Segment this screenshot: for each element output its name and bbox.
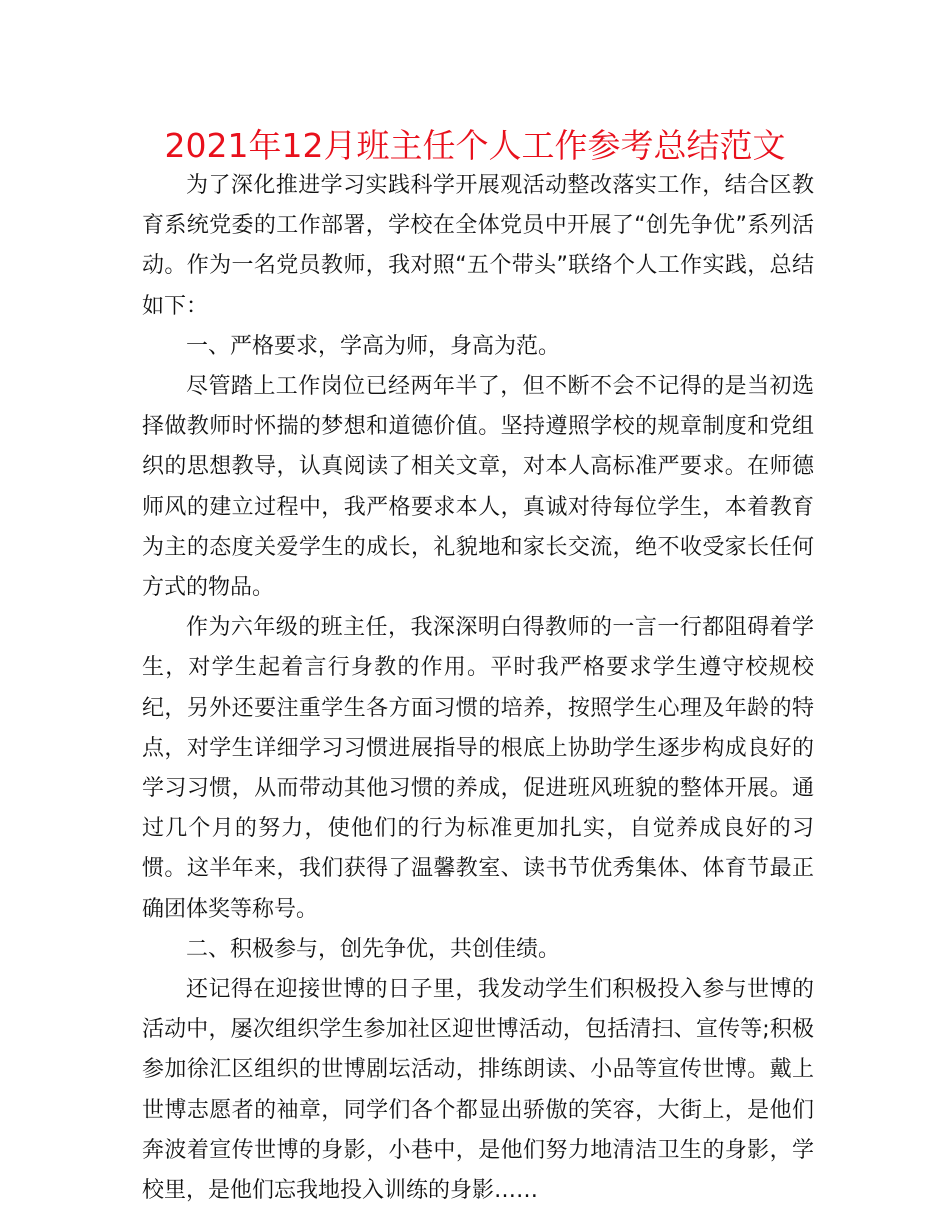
section-1-heading: 一、严格要求，学高为师，身高为范。 [186, 333, 561, 359]
section-2-paragraph-1: 还记得在迎接世博的日子里，我发动学生们积极投入参与世博的活动中，屡次组织学生参加社区迎世博活动，包括清扫、宣传等;积极参加徐汇区组织的世博剧坛活动，排练朗读、小品等宣传世博。戴上世博志愿者的袖章，同学们各个都显出骄傲的笑容，大街上，是他们奔波着宣传世博的身影，小巷中，是他们努力地清洁卫生的身影，学校里，是他们忘我地投入训练的身影…… [142, 977, 814, 1204]
section-2-heading: 二、积极参与，创先争优，共创佳绩。 [186, 936, 561, 962]
document-title: 2021年12月班主任个人工作参考总结范文 [164, 126, 786, 165]
section-1-paragraph-2: 作为六年级的班主任，我深深明白得教师的一言一行都阻碍着学生，对学生起着言行身教的作用。平时我严格要求学生遵守校规校纪，另外还要注重学生各方面习惯的培养，按照学生心理及年龄的特点，对学生详细学习习惯进展指导的根底上协助学生逐步构成良好的学习习惯，从而带动其他习惯的养成，促进班风班貌的整体开展。通过几个月的努力，使他们的行为标准更加扎实，自觉养成良好的习惯。这半年来，我们获得了温馨教室、读书节优秀集体、体育节最正确团体奖等称号。 [142, 615, 814, 922]
document-body [142, 166, 814, 1211]
section-1-paragraph-1: 尽管踏上工作岗位已经两年半了，但不断不会不记得的是当初选择做教师时怀揣的梦想和道德价值。坚持遵照学校的规章制度和党组织的思想教导，认真阅读了相关文章，对本人高标准严要求。在师德师风的建立过程中，我严格要求本人，真诚对待每位学生，本着教育为主的态度关爱学生的成长，礼貌地和家长交流，绝不收受家长任何方式的物品。 [142, 374, 814, 601]
intro-paragraph: 为了深化推进学习实践科学开展观活动整改落实工作，结合区教育系统党委的工作部署，学校在全体党员中开展了“创先争优”系列活动。作为一名党员教师，我对照“五个带头”联络个人工作实践，总结如下： [142, 173, 814, 319]
